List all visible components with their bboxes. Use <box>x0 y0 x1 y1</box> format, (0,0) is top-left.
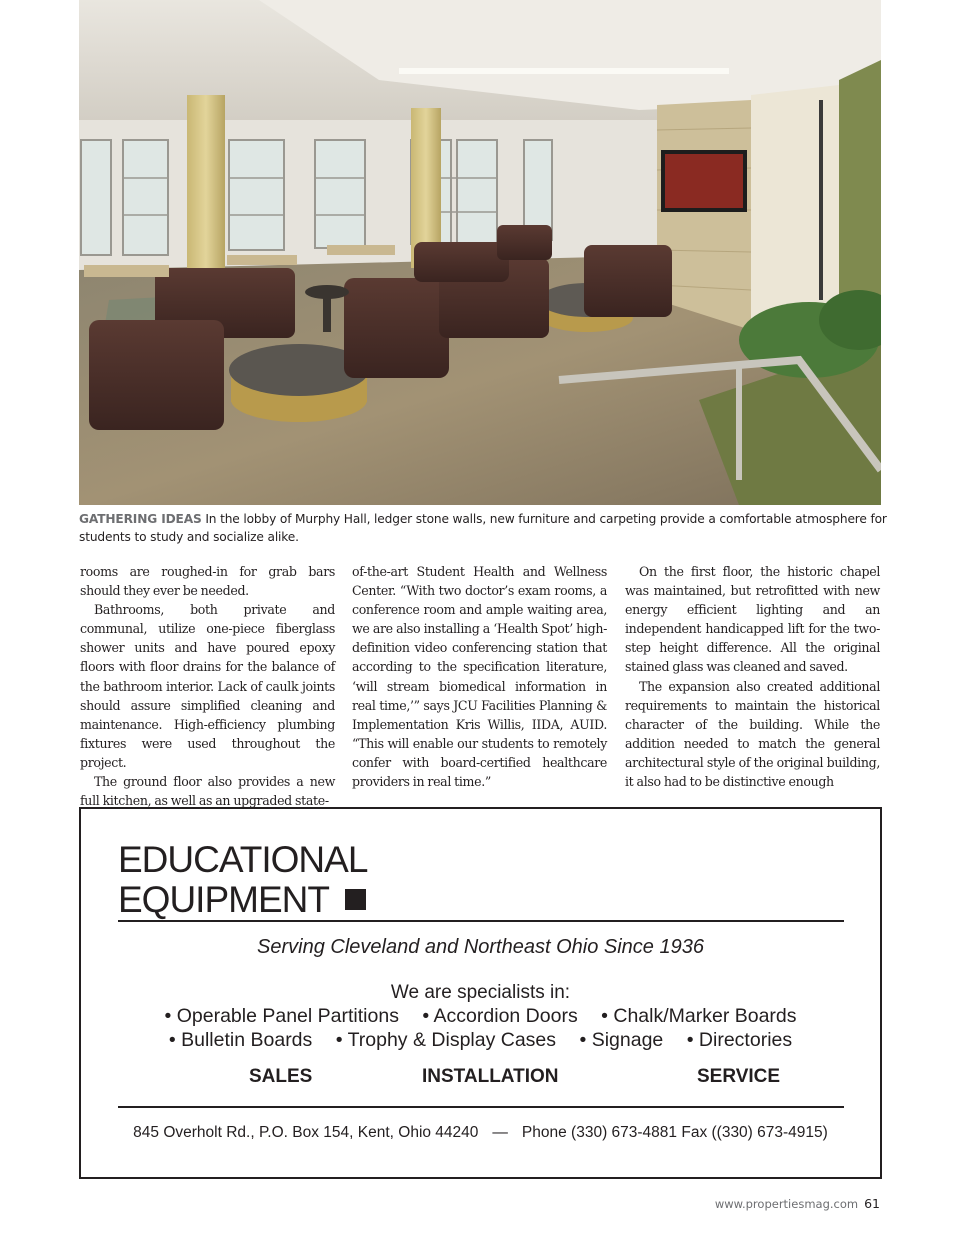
article-paragraph: On the first floor, the historic chapel was maintained, but retrofitted with new energy efficient lighting and an independent handicapped lift for the two-step height difference. All the original stained glass was cleaned and saved. <box>625 564 880 675</box>
ad-phone: Phone (330) 673-4881 Fax ((330) 673-4915) <box>521 1124 828 1141</box>
ad-dash: — <box>492 1124 508 1141</box>
article-paragraph: rooms are roughed-in for grab bars should they ever be needed. <box>80 564 335 599</box>
ad-divider <box>118 920 844 922</box>
page-number: 61 <box>864 1196 880 1211</box>
ad-title-line-2-wrap <box>118 880 367 920</box>
service-sales: SALES <box>249 1066 313 1087</box>
article-column-2 <box>352 562 607 791</box>
specialty-item: • Operable Panel Partitions <box>164 1005 399 1027</box>
lobby-illustration <box>79 0 881 505</box>
specialty-item: • Accordion Doors <box>422 1005 578 1027</box>
educational-equipment-ad <box>79 807 882 1179</box>
ad-specialty-list-1 <box>81 1005 880 1028</box>
service-installation: INSTALLATION <box>422 1066 559 1087</box>
specialty-item: • Trophy & Display Cases <box>335 1029 557 1051</box>
ad-tagline: Serving Cleveland and Northeast Ohio Since 1936 <box>257 936 704 958</box>
square-icon <box>345 889 366 910</box>
caption-kicker: GATHERING IDEAS <box>79 512 202 526</box>
lobby-photo <box>79 0 881 505</box>
article-paragraph: Bathrooms, both private and communal, utilize one-piece fiberglass shower units and have poured epoxy floors with floor drains for the balance of the bathroom interior. Lack of caulk joints should assure simplified cleaning and maintenance. High-efficiency plumbing fixtures were used throughout the project. <box>80 602 335 770</box>
specialty-item: • Directories <box>686 1029 793 1051</box>
ad-divider <box>118 1106 844 1108</box>
article-column-1 <box>80 562 335 810</box>
article-paragraph: The ground floor also provides a new full kitchen, as well as an upgraded state- <box>80 774 335 809</box>
article-paragraph: of-the-art Student Health and Wellness Center. “With two doctor’s exam rooms, a conference room and ample waiting area, we are also installing a ‘Health Spot’ high-definition video conferencing station that according to the specification literature, ‘will stream biomedical information in real time,’” says JCU Facilities Planning & Implementation Kris Willis, IIDA, AUID. “This will enable our students to remotely confer with board-certified healthcare providers in real time.” <box>352 564 607 790</box>
specialty-item: • Bulletin Boards <box>168 1029 313 1051</box>
article-paragraph: The expansion also created additional requirements to maintain the historical character of the building. While the addition needed to match the general architectural style of the original building, it also had to be distinctive enough <box>625 678 880 790</box>
ad-address: 845 Overholt Rd., P.O. Box 154, Kent, Ohio 44240 <box>133 1124 479 1141</box>
article-column-3 <box>625 562 880 791</box>
ad-specialists-heading: We are specialists in: <box>390 982 571 1003</box>
photo-caption <box>79 510 889 546</box>
caption-text: In the lobby of Murphy Hall, ledger stone walls, new furniture and carpeting provide a comfortable atmosphere for students to study and socialize alike. <box>79 512 887 544</box>
ad-title-line-1: EDUCATIONAL <box>118 839 368 880</box>
specialty-item: • Chalk/Marker Boards <box>601 1005 797 1027</box>
ad-title-line-2: EQUIPMENT <box>118 879 329 920</box>
footer-url[interactable]: www.propertiesmag.com <box>714 1197 859 1211</box>
service-service: SERVICE <box>697 1066 781 1087</box>
specialty-item: • Signage <box>579 1029 664 1051</box>
ad-specialty-list-2 <box>81 1029 880 1052</box>
ad-contact-line <box>81 1124 880 1142</box>
ad-title <box>118 840 367 920</box>
page-footer <box>715 1196 880 1211</box>
